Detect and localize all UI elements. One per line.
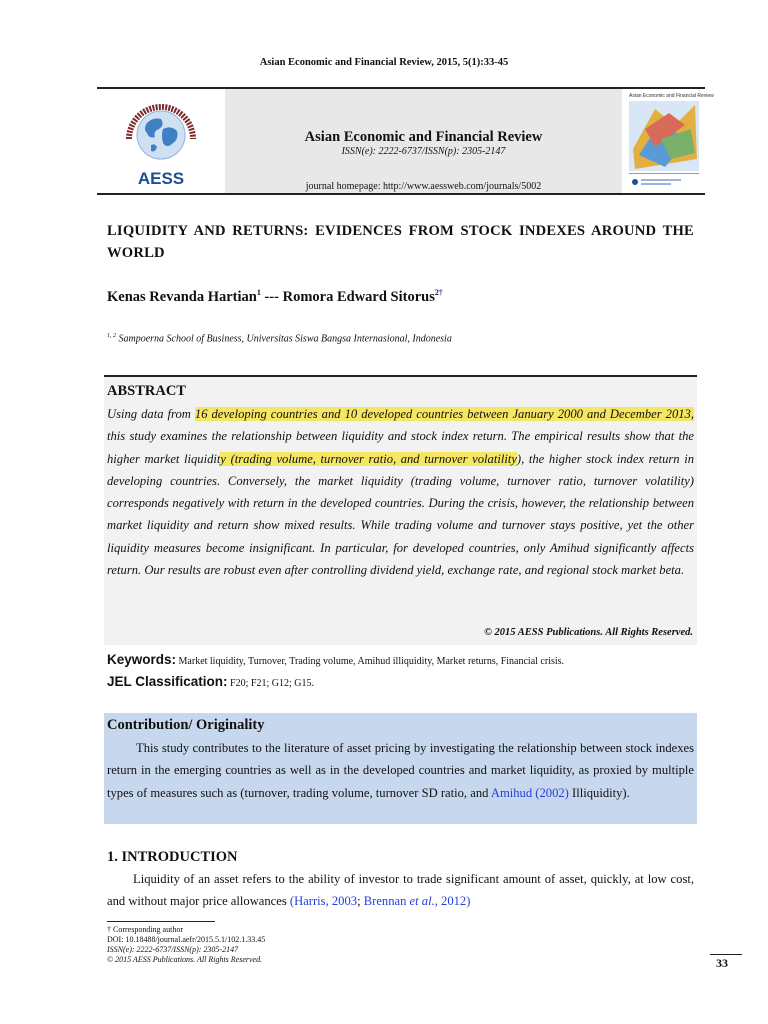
- journal-title: Asian Economic and Financial Review: [304, 129, 543, 145]
- contribution-text-2: Illiquidity).: [568, 785, 630, 800]
- abstract-copyright: © 2015 AESS Publications. All Rights Reserved.: [484, 627, 693, 638]
- abstract-heading: ABSTRACT: [107, 383, 186, 399]
- logo-text: AESS: [137, 169, 185, 188]
- abstract-part-1: Using data from: [107, 407, 195, 421]
- affiliation: [107, 333, 452, 344]
- keywords-value: Market liquidity, Turnover, Trading volume, Amihud illiquidity, Market returns, Financial crisis.: [176, 656, 565, 667]
- citation-brennan-author: Brennan: [363, 894, 410, 909]
- journal-homepage[interactable]: journal homepage: http://www.aessweb.com/journals/5002: [305, 181, 542, 192]
- abstract-section: [104, 375, 697, 645]
- citation-harris-link[interactable]: Harris, 2003: [294, 894, 358, 909]
- contribution-text: [107, 737, 694, 804]
- footnote-divider: [107, 921, 215, 922]
- introduction-heading: 1. INTRODUCTION: [107, 849, 238, 865]
- author-1: Kenas Revanda Hartian: [107, 288, 257, 305]
- citation-brennan-year: , 2012): [434, 894, 471, 909]
- footnote-corresponding: † Corresponding author: [107, 925, 183, 934]
- contribution-section: [104, 713, 697, 824]
- footnote-doi[interactable]: DOI: 10.18488/journal.aefr/2015.5.1/102.1.33.45: [107, 935, 266, 944]
- globe-logo-icon: [121, 99, 201, 165]
- abstract-highlight-1: 16 developing countries and 10 developed countries between January 2000 and December 2013,: [194, 407, 695, 421]
- footnote-copyright: © 2015 AESS Publications. All Rights Reserved.: [107, 955, 263, 964]
- abstract-part-3: ), the higher stock index return in developing countries. Conversely, the market liquidity (trading volume, turnover ratio, turnover volatility) corresponds negatively with return in the developed countries. During the crisis, however, the relationship between market liquidity and return show mixed results. While trading volume and turnover stays positive, yet the other liquidity measures become insignificant. In particular, for developed countries, only Amihud significantly affects return. Our results are robust even after controlling dividend yield, exchange rate, and regional stock market beta.: [107, 451, 694, 578]
- citation-amihud-link[interactable]: Amihud (2002): [490, 785, 569, 800]
- masthead-center: [225, 89, 622, 193]
- journal-masthead: [97, 87, 714, 195]
- affiliation-marks: 1, 2: [107, 333, 116, 339]
- abstract-text: [107, 403, 694, 581]
- cover-image-icon: [625, 89, 705, 193]
- running-head: Asian Economic and Financial Review, 2015, 5(1):33-45: [259, 57, 509, 68]
- footnotes: [107, 925, 265, 965]
- cite-open-paren: (: [289, 894, 295, 909]
- cover-label: Asian Economic and Financial Review: [629, 93, 714, 99]
- author-2: Romora Edward Sitorus: [282, 288, 435, 305]
- jel-label: JEL Classification:: [107, 674, 228, 689]
- affiliation-text: Sampoerna School of Business, Universitas Siswa Bangsa Internasional, Indonesia: [116, 333, 452, 345]
- citation-brennan-link[interactable]: [364, 894, 471, 908]
- keywords-label: Keywords:: [107, 652, 177, 667]
- footnote-issn: ISSN(e): 2222-6737/ISSN(p): 2305-2147: [107, 945, 239, 954]
- corresponding-author-mark[interactable]: †: [438, 288, 443, 297]
- author-line: [107, 288, 443, 306]
- citation-brennan-etal: et al.: [409, 894, 435, 909]
- author-1-affil-mark: 1: [256, 288, 261, 297]
- introduction-text: [107, 868, 694, 913]
- author-separator: ---: [260, 288, 283, 305]
- abstract-part-2: this study examines the relationship between liquidity and stock index return. The empirical results show that the higher market liquidit: [107, 429, 694, 466]
- jel-value: F20; F21; G12; G15.: [227, 678, 314, 689]
- author-2-affil-mark: 2: [434, 288, 439, 297]
- page-number-rule: [710, 954, 742, 955]
- contribution-heading: Contribution/ Originality: [107, 717, 265, 733]
- page-number: 33: [716, 956, 728, 970]
- keywords-line: [107, 652, 564, 667]
- aess-logo: [97, 89, 225, 193]
- abstract-highlight-2: y (trading volume, turnover ratio, and turnover volatility: [220, 451, 517, 466]
- jel-line: [107, 674, 314, 689]
- introduction-body: Liquidity of an asset refers to the ability of investor to trade significant amount of asset, quickly, at low cost, and without major price allowances: [107, 872, 694, 909]
- paper-title: LIQUIDITY AND RETURNS: EVIDENCES FROM STOCK INDEXES AROUND THE WORLD: [107, 223, 694, 261]
- journal-issn: ISSN(e): 2222-6737/ISSN(p): 2305-2147: [341, 146, 506, 157]
- cite-separator: ;: [357, 894, 364, 909]
- journal-cover-thumbnail: [625, 89, 714, 193]
- contribution-text-1: This study contributes to the literature of asset pricing by investigating the relationship between stock indexes return in the emerging countries as well as in the developed countries and market liquidity, as proxied by multiple types of measures such as (turnover, trading volume, turnover SD ratio, and: [107, 741, 694, 800]
